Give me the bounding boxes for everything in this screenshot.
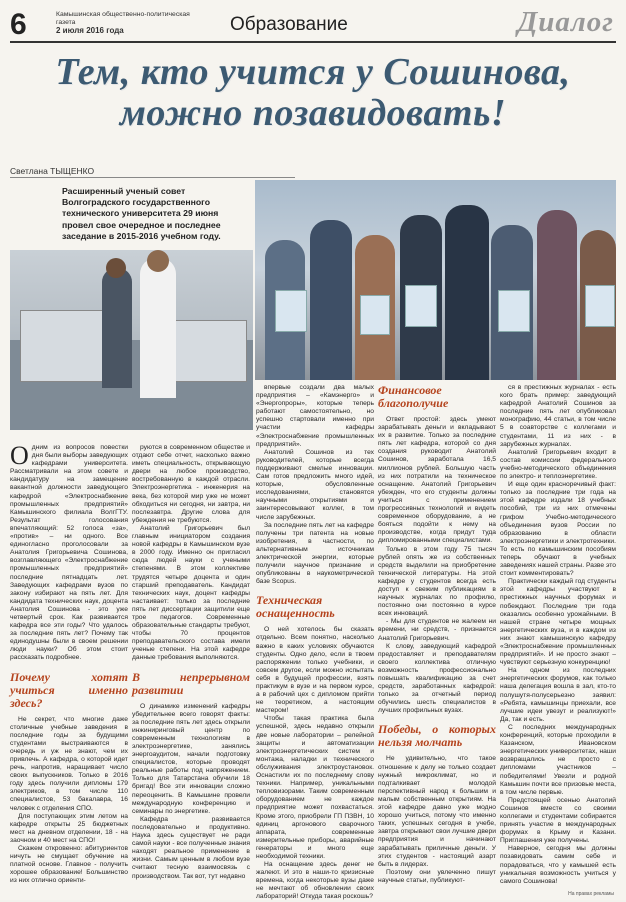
paragraph: О динамике изменений кафедры убедительнее всего говорят факты: за последние пять лет здесь открыли инжиниринговый центр по современным технологиям в электроэнергетике, занялись энергоаудитом, начали подготовку специалистов, которые проводят реальные работы под напряжением. Только для Татарстана обучили 18 бригад! Все эти инновации сложно переоценить. В Камышине провели международную конференцию и семинары по энергетике.: [132, 702, 250, 815]
paragraph: - Мы для студентов не жалеем ни времени, ни средств, - признается Анатолий Григорьевич.: [378, 618, 496, 642]
paragraph: Практически каждый год студенты этой кафедры участвуют в престижных научных форумах и побеждают. Последние три года оказались особенно урожайными. В нашей стране четыре мощных энергетических вуза, и в каждом из них знают камышинскую кафедру «Электроснабжение промышленных предприятий». И не просто знают – чувствуют серьезную конкуренцию!: [500, 578, 616, 667]
paragraph: впервые создали два малых предприятия – «Камэнерго» и «Энергопроры», которые теперь работают самостоятельно, но успешно стартовали именно при участии кафедры «Электроснабжение промышленных предприятий».: [256, 384, 374, 448]
paragraph: И еще один красноречивый факт: только за последние три года на этой кафедре издали 18 учебных пособий, три из них отмечены грифом Учебно-методического объединения вузов России по образованию в области электроэнергетики и электротехники. То есть по камышинским пособиям теперь обучают в учебных заведениях нашей страны. Разве это стоит комментировать?: [500, 481, 616, 578]
subheading-financial-wellbeing: Финансовое благополучие: [378, 383, 449, 410]
issue-date: 2 июля 2016 года: [56, 26, 124, 35]
paragraph: За последние пять лет на кафедре получены три патента на новые изобретения, в частности, по альтернативным источникам электрической энергии, которые получили научное признание и опубликованы в наукометрической базе Scopus.: [256, 521, 374, 586]
drop-cap: О: [10, 441, 29, 470]
article-headline: [0, 52, 626, 134]
subheading-continuous-development: В непрерывном развитии: [132, 669, 250, 697]
text-column-5: [500, 384, 616, 894]
subheading-technical-equipment: Техническая оснащенность: [256, 593, 335, 621]
paragraph: ся в престижных журналах - есть кого брать пример: заведующий кафедрой Анатолий Сошинов за последние пять лет опубликовал монографию, 44 статьи, в том числе 5 в соавторстве с коллегами и студентами, 11 из них - в зарубежных журналах.: [500, 384, 616, 448]
publication-name: Камышинская общественно-политическая газета: [56, 11, 190, 26]
paragraph: С последних международных конференций, которые проходили в Казанском, Ивановском энергетических университетах, наши возвращались не просто с дипломами участников – победителями! Увезли и родной Камышин почти все призовые места, в том числе первые.: [500, 723, 616, 796]
page-number: 6: [10, 8, 27, 41]
text-column-2: [132, 444, 250, 894]
byline-divider: [10, 177, 295, 178]
paragraph: К слову, заведующий кафедрой предоставляет и преподавателям своего коллектива отличную возможность профессионально повышать квалификацию за счет средств, заработанных кафедрой: только за отчетный период обучились шесть специалистов в лучших профильных вузах.: [378, 642, 496, 715]
subheading-victories: Победы, о которых нельзя молчать: [378, 722, 496, 750]
paragraph: Для поступающих этим летом на кафедре открыты 25 бюджетных мест на дневном отделении, 18 - на заочном и 40 мест на СПО!: [10, 812, 128, 844]
headline-line-2: можно позавидовать!: [119, 92, 507, 134]
article-lead: Расширенный ученый совет Волгоградского государственного технического университета 29 июня провел свое очередное и последнее заседание в 2015-2016 учебном году.: [62, 186, 221, 241]
paragraph: О ней хотелось бы сказать отдельно. Всем понятно, насколько важно в каких условиях обучаются студенты. Одно дело, если в твоем распоряжении только учебники, и совсем другое, если можно испытать себя в будущей профессии, взять практикум в вузе и на первом курсе, а в рабочий цех с дипломом прийти не теоретиком, а настоящим мастером!: [256, 626, 374, 715]
paragraph: Скажем откровенно: абитуриентов ничуть не смущает обучение на платной основе. Главное - получить хорошее образование! Большинство из них отлично ориенти-: [10, 845, 128, 885]
section-title: Образование: [230, 14, 348, 35]
paragraph: Чтобы такая практика была успешной, здесь недавно открыли две новые лаборатории – релейной защиты и автоматизации электроэнергетических систем и монтажа, наладки и технического обслуживания электроустановок. Оснастили их по последнему слову техники. Например, уникальными тепловизорами. Таким современным оборудованием не каждое предприятие может похвастаться. Кроме этого, приобрели ГП ПЗВН, 10 единиц аргонового сварочного аппарата, современные измерительные приборы, аварийные генераторы и много еще необходимой техники.: [256, 715, 374, 860]
byline: Светлана ТЫЩЕНКО: [10, 166, 95, 176]
paragraph: Не секрет, что многие даже столичные учебные заведения в последние годы за будущими студентами выстраиваются в очередь и уж не знают, чем их привлечь. А кафедра, о которой идет речь, напротив, наращивает число своих выпускников. Только в 2016 году здесь получили дипломы 179 электриков, в том числе 110 специалистов, 53 бакалавра, 16 человек с отделения СПО.: [10, 715, 128, 812]
text-column-3: [256, 384, 374, 901]
paragraph: дним из вопросов повестки дня были выборы заведующих кафедрами университета. Рассматривали на этом совете и кандидатуру на замещение вакантной должности заведующего кафедрой «Электроснабжение промышленных предприятий» Камышинского филиала ВолгГТУ. Результат голосования впечатляющий: 52 голоса «за», «против» – ни одного. Все единогласно проголосовали за Анатолия Григорьевича Сошинова, возглавляющего «Электроснабжение промышленных предприятий» последние пятнадцать лет. Заведующих кафедрами вузов по закону избирают на пять лет. Для кандидата технических наук, доцента Анатолия Сошинова - это уже четвертый срок. Как развивается кафедра все эти годы? Что удалось за последние пять лет? Почему так единодушны были в своем решении люди науки? Об этом стоит рассказать подробнее.: [10, 444, 128, 662]
text-column-1: [10, 441, 128, 894]
group-photo: [255, 180, 616, 380]
paragraph: Только в этом году 75 тысяч рублей опять же из собственных средств выделили на приобретение технической литературы. На этой кафедре у студентов всегда есть доступ к свежим публикациям в научных журналах по профилю, постоянно они постоянно в курсе всех инноваций.: [378, 545, 496, 618]
publication-info: [56, 11, 206, 35]
masthead-divider: [10, 41, 616, 43]
paragraph: Наверное, сегодня мы должны позавидовать самим себе и порадоваться, что у камышей есть уникальная возможность учиться у самого Сошинова!: [500, 845, 616, 885]
laboratory-photo: [10, 250, 253, 430]
paragraph: На одном из последних энергетических форумов, как только наша делегация вошла в зал, кто-то полушутя-полусерьезно заявил: «Ребята, камышинцы приехали, все лучшие идеи увезут и реализуют!» Да, так и есть.: [500, 667, 616, 723]
paragraph: Не удивительно, что такое отношение к делу не только создает нужный микроклимат, но и подталкивает молодой перспективный народ к большим и малым собственным открытиям. На этой кафедре давно уже модно хорошо учиться, потому что именно таких, успешных сегодня в учебе, завтра открывают свои лучшие двери предприятия и начинают зарабатывать приличные деньги. У этих студентов - настоящий азарт быть в лидерах.: [378, 755, 496, 868]
headline-line-1: Тем, кто учится у Сошинова,: [55, 51, 571, 93]
newspaper-logo: Диалог: [517, 6, 614, 38]
paragraph: Поэтому они увлеченно пишут научные статьи, публикуют-: [378, 868, 496, 884]
paragraph: Кафедра развивается последовательно и продуктивно. Наука здесь существует не ради самой науки - все полученные знания находят реальное применение в жизни. Самым ценным в любом вузе считают тесную взаимосвязь с производством. Так вот, тут недавно: [132, 815, 250, 880]
paragraph: На оснащение здесь денег не жалеют. И это в наши-то кризисные времена, когда некоторые вузы даже не мечтают об обновлении своих лабораторий! Откуда такая роскошь?: [256, 861, 374, 901]
paragraph: Ответ простой: здесь умеют зарабатывать деньги и вкладывают их в развитие. Только за последние пять лет кафедра, которой со дня создания руководит Анатолий Сошинов, заработала 16,5 миллионов рублей. Большую часть из них потратили на техническое оснащение. Анатолий Григорьевич убежден, что его студенты должны учиться с применением прогрессивных технологий и видеть современное оборудование, а не бояться подойти к нему на производстве, когда придут туда дипломированными специалистами.: [378, 416, 496, 545]
paragraph: Анатолий Григорьевич входит в состав комиссии федерального учебно-методического объединения по электро- и теплоэнергетике.: [500, 448, 616, 481]
paragraph: Анатолий Сошинов из тех руководителей, которые всегда поддерживают смелые инновации. Сам готов предложить много идей, которые, обусловленные исследованиями, становятся научными открытиями и заинтересовывают коллег, в том числе зарубежных.: [256, 448, 374, 521]
paragraph: руются в современном обществе и отдают себе отчет, насколько важно иметь специальность, открывающую двери на любое производство, востребованную в каждой отрасли. Электроэнергетика - инженерия на века, без которой мир уже не может обходиться ни сегодня, ни завтра, ни послезавтра. Другие слова для убеждения не требуются.: [132, 444, 250, 524]
advertising-note: На правах рекламы: [568, 891, 614, 897]
subheading-why-study-here: Почему хотят учиться именно здесь?: [10, 669, 128, 710]
text-column-4: [378, 384, 496, 894]
paragraph: Предстоящей осенью Анатолий Сошинов вместе со своими коллегами и студентами собирается принять участие в международных форумах в Крыму и Казани. Приглашения уже получены.: [500, 796, 616, 845]
paragraph: Анатолий Григорьевич был главным инициатором создания новой кафедры в Камышинском вузе в 2000 году. Именно он пригласил сюда людей науки с учеными степенями. В этом коллективе трудятся четыре доцента и один старший преподаватель. Кандидат технических наук, доцент кафедры настаивает: только за последние пять лет диссертации защитили еще трое педагогов. Современные образовательные стандарты требуют, чтобы 70 процентов преподавательского состава имели ученые степени. На этой кафедре данные требования выполняются.: [132, 524, 250, 662]
